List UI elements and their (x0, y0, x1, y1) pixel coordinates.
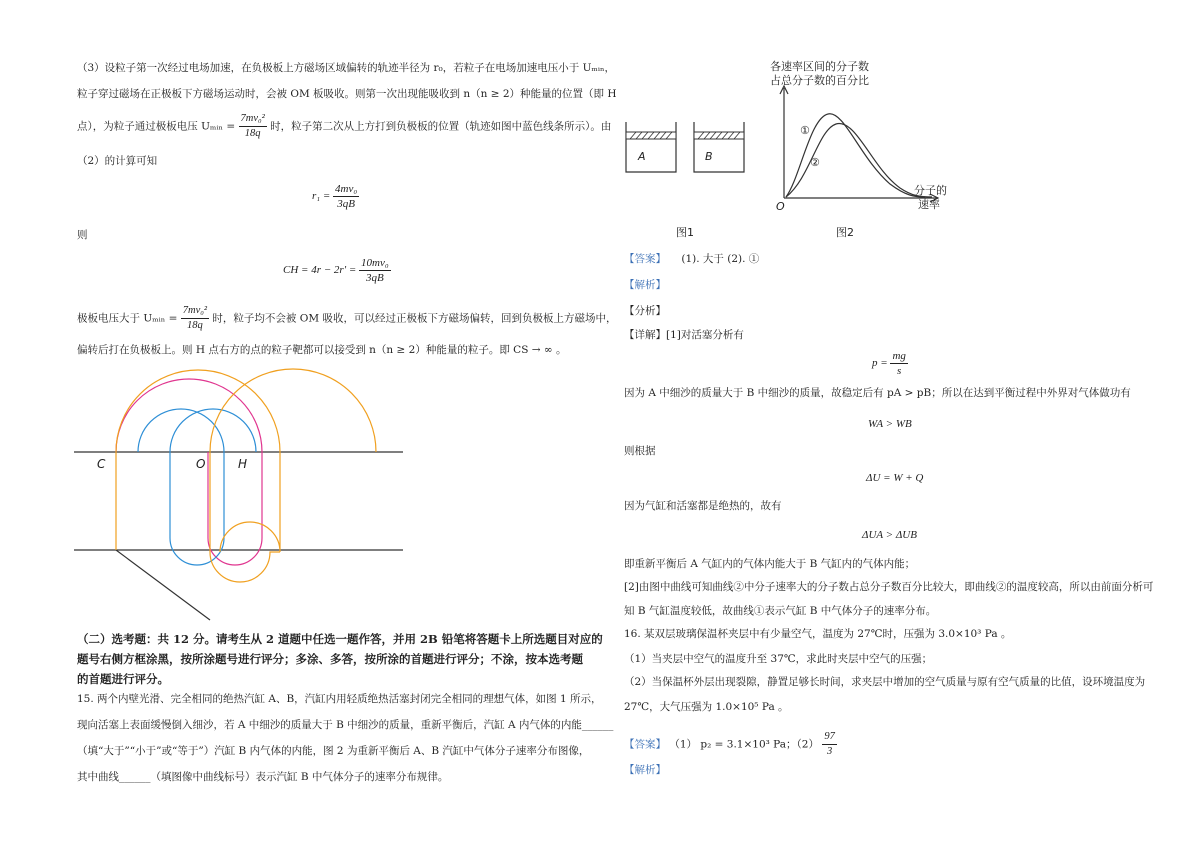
cylinder-a-label: A (638, 150, 646, 163)
fig2-xlabel-1: 分子的 (914, 184, 947, 197)
eq2-fraction (359, 256, 391, 285)
section2-line2: 题号右侧方框涂黑，按所涂题号进行评分；多涂、多答，按所涂的首题进行评分；不涂，按本选考题 (77, 652, 583, 666)
curve-2-label: ② (810, 156, 820, 169)
eq2-den: 3qB (365, 272, 384, 284)
cylinder-b (694, 122, 744, 172)
fig2-ylabel-1: 各速率区间的分子数 (770, 60, 869, 73)
q15-line4: 其中曲线______（填图像中曲线标号）表示汽缸 B 中气体分子的速率分布规律。 (77, 771, 449, 783)
eq-p-num: mg (892, 350, 906, 362)
umin-frac2-num: 7mv₀² (181, 304, 209, 319)
q16-line4: 27℃，大气压强为 1.0×10⁵ Pa 。 (624, 701, 789, 713)
eq-p-lhs: p = (872, 357, 888, 370)
analysis2-tag: 【解析】 (624, 764, 666, 776)
equation-dua: ΔUA > ΔUB (862, 529, 917, 541)
section2-line3: 的首题进行评分。 (77, 672, 169, 686)
eq-p-den: s (897, 365, 902, 377)
para3-line3-a: 点），为粒子通过极板电压 Uₘᵢₙ = (77, 120, 236, 133)
fig1-caption: 图1 (676, 226, 694, 239)
equation-r1 (312, 182, 359, 211)
para4-line2: 偏转后打在负极板上。则 H 点右方的点的粒子靶都可以接受到 n（n ≥ 2）种能量的粒子。即 CS → ∞ 。 (77, 344, 567, 356)
para4-line1 (77, 304, 616, 333)
label-c: C (97, 457, 106, 471)
right-line3: 因为气缸和活塞都是绝热的，故有 (624, 500, 782, 512)
eq-p-fraction (890, 349, 907, 378)
umin-fraction-1 (239, 112, 267, 141)
eq1-num: 4mv₀ (335, 183, 358, 195)
para3-line3 (77, 112, 611, 141)
fenxi-tag: 【分析】 (624, 305, 666, 317)
fig2-ylabel-2: 占总分子数的百分比 (770, 74, 869, 87)
para3-line1: （3）设粒子第一次经过电场加速，在负极板上方磁场区域偏转的轨迹半径为 r₀，若粒子在电场加速电压小于 Uₘᵢₙ， (77, 62, 616, 74)
eq2-num: 10mv₀ (361, 257, 389, 269)
q16-line2: （1）当夹层中空气的温度升至 37℃，求此时夹层中空气的压强； (624, 653, 933, 665)
right-line2: 则根据 (624, 445, 656, 457)
right-line5: [2]由图中曲线可知曲线②中分子速率大的分子数占总分子数百分比较大，即曲线②的温度较高，所以由前面分析可 (624, 581, 1154, 593)
eq2-lhs: CH = 4r − 2r′ = (283, 264, 357, 277)
para4-line1-a: 极板电压大于 Uₘᵢₙ = (77, 312, 178, 325)
equation-du: ΔU = W + Q (866, 472, 924, 484)
om-plate-line (116, 550, 210, 620)
answer2-num: 97 (822, 730, 837, 745)
q16-line3: （2）当保温杯外层出现裂隙，静置足够长时间，求夹层中增加的空气质量与原有空气质量的比值，设环境温度为 (624, 676, 1146, 688)
q16-line1: 16. 某双层玻璃保温杯夹层中有少量空气，温度为 27℃时，压强为 3.0×10³ Pa 。 (624, 628, 1012, 640)
cylinder-a (626, 122, 676, 172)
answer2-tag: 【答案】 (624, 738, 666, 751)
umin-frac1-den: 18q (244, 128, 261, 139)
label-h: H (238, 457, 248, 471)
magenta-trajectory (116, 379, 262, 565)
figures-1-2 (620, 58, 947, 243)
para4-line1-b: 时，粒子均不会被 OM 吸收，可以经过正极板下方磁场偏转，回到负极板上方磁场中， (212, 312, 617, 325)
section2-line1: （二）选考题：共 12 分。请考生从 2 道题中任选一题作答，并用 2B 铅笔将答题卡上所选题目对应的 (77, 632, 603, 646)
detail-line: 【详解】[1]对活塞分析有 (624, 329, 744, 341)
eq1-lhs: r₁ = (312, 190, 331, 203)
q15-line2: 现向活塞上表面缓慢倒入细沙，若 A 中细沙的质量大于 B 中细沙的质量，重新平衡后，汽缸 A 内气体的内能______ (77, 719, 614, 731)
fig2-origin: O (776, 200, 785, 213)
blue-trajectory (138, 409, 256, 565)
para3-line2: 粒子穿过磁场在正极板下方磁场运动时，会被 OM 板吸收。则第一次出现能吸收到 n（n ≥ 2）种能量的位置（即 H (77, 88, 617, 100)
answer-tag: 【答案】 (624, 253, 666, 265)
equation-p (872, 349, 908, 378)
q15-line1: 15. 两个内壁光滑、完全相同的绝热汽缸 A、B，汽缸内用轻质绝热活塞封闭完全相同的理想气体，如图 1 所示， (77, 693, 602, 705)
answer2-den: 3 (826, 746, 833, 757)
right-line1: 因为 A 中细沙的质量大于 B 中细沙的质量，故稳定后有 pA > pB；所以在达到平衡过程中外界对气体做功有 (624, 387, 1131, 399)
equation-w: WA > WB (868, 418, 912, 430)
umin-frac1-num: 7mv₀² (239, 112, 267, 127)
fig2-xlabel-2: 速率 (918, 198, 940, 211)
umin-frac2-den: 18q (187, 320, 203, 331)
q15-line3: （填“大于”“小于”或“等于”）汽缸 B 内气体的内能，图 2 为重新平衡后 A、B 汽缸中气体分子速率分布图像， (77, 745, 590, 757)
cylinder-b-label: B (705, 150, 713, 163)
eq1-fraction (333, 182, 359, 211)
label-o: O (196, 457, 206, 471)
umin-fraction-2 (181, 304, 209, 333)
para3-line4: （2）的计算可知 (77, 155, 158, 167)
analysis-tag: 【解析】 (624, 279, 666, 291)
right-line6: 知 B 气缸温度较低，故曲线①表示气缸 B 中气体分子的速率分布。 (624, 605, 937, 617)
answer2-fraction (822, 730, 837, 759)
answer-text: (1). 大于 (2). ① (681, 253, 760, 265)
para3-line3-b: 时，粒子第二次从上方打到负极板的位置（轨迹如图中蓝色线条所示）。由 (270, 120, 612, 133)
then-word: 则 (77, 229, 88, 241)
trajectory-figure (70, 362, 410, 624)
answer2-text: （1） p₂ = 3.1×10³ Pa；（2） (669, 738, 819, 751)
equation-ch (283, 256, 391, 285)
fig2-caption: 图2 (836, 226, 854, 239)
right-line4: 即重新平衡后 A 气缸内的气体内能大于 B 气缸内的气体内能； (624, 558, 916, 570)
eq1-den: 3qB (337, 198, 355, 210)
curve-1-label: ① (800, 124, 810, 137)
answer2-line (624, 730, 837, 759)
answer-line (624, 252, 759, 266)
